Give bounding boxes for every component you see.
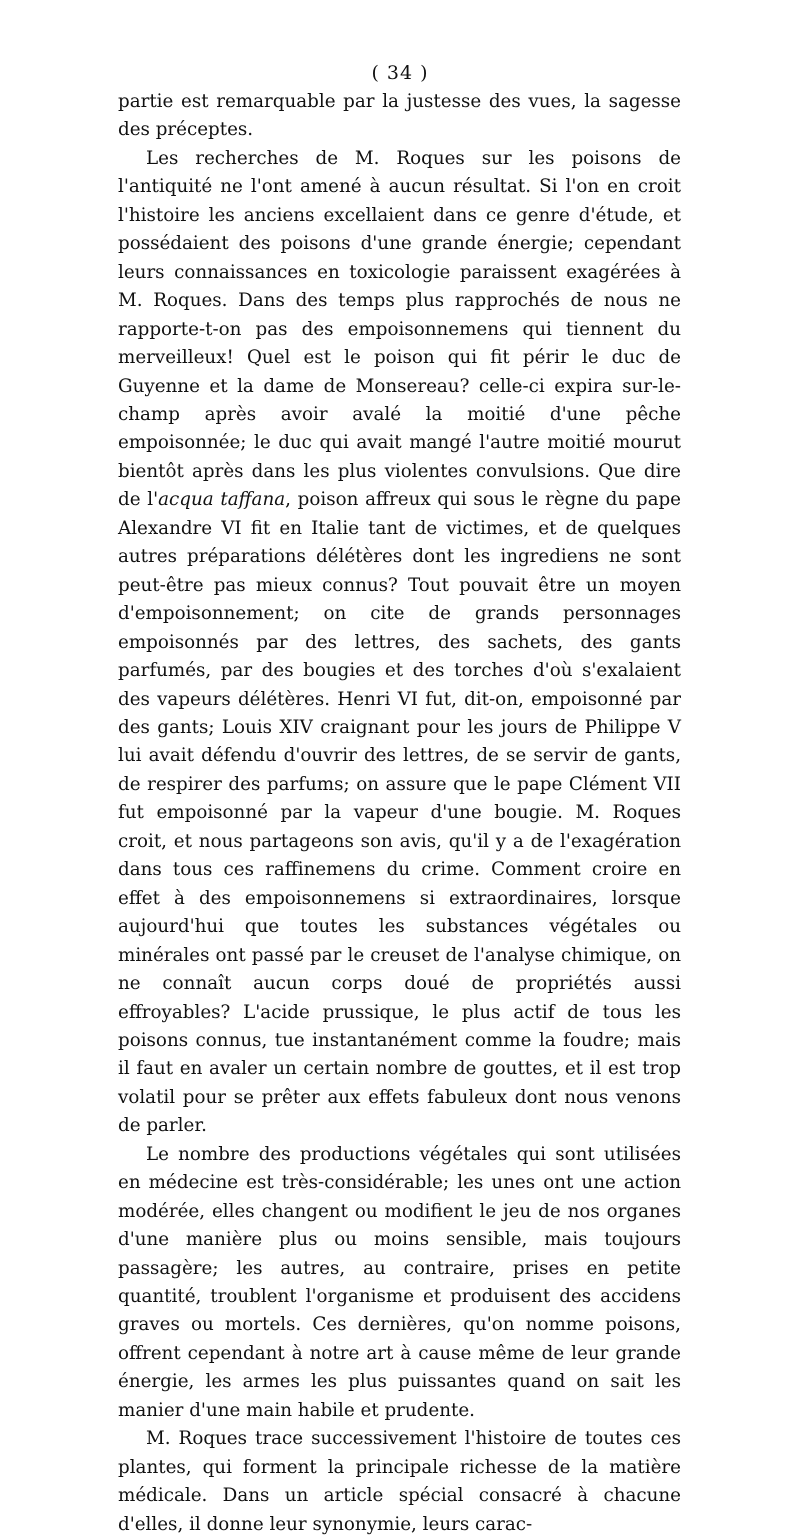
- paragraph-2-italic-term: acqua taffana: [158, 489, 286, 511]
- paragraph-4: [118, 1425, 681, 1539]
- paragraph-3: [118, 1141, 681, 1426]
- page-number: ( 34 ): [371, 62, 429, 84]
- body-text: [118, 88, 681, 1539]
- paragraph-4-text: M. Roques trace successivement l'histoire de toutes ces plantes, qui forment la principale richesse de la matière médicale. Dans un article spécial consacré à chacune d'elles, il donne leur synonymie, leurs carac-: [118, 1428, 681, 1535]
- paragraph-2-text-end: , poison affreux qui sous le règne du pape Alexandre VI fit en Italie tant de victimes, et de quelques autres préparations délétères dont les ingrediens ne sont peut-être pas mieux connus? Tout pouvait être un moyen d'empoisonnement; on cite de grands personnages empoisonnés par des lettres, des sachets, des gants parfumés, par des bougies et des torches d'où s'exalaient des vapeurs délétères. Henri VI fut, dit-on, empoisonné par des gants; Louis XIV craignant pour les jours de Philippe V lui avait défendu d'ouvrir des lettres, de se servir de gants, de respirer des parfums; on assure que le pape Clément VII fut empoisonné par la vapeur d'une bougie. M. Roques croit, et nous partageons son avis, qu'il y a de l'exagération dans tous ces raffinemens du crime. Comment croire en effet à des empoisonnemens si extraordinaires, lorsque aujourd'hui que toutes les substances végétales ou minérales ont passé par le creuset de l'analyse chimique, on ne connaît aucun corps doué de propriétés aussi effroyables? L'acide prussique, le plus actif de tous les poisons connus, tue instantanément comme la foudre; mais il faut en avaler un certain nombre de gouttes, et il est trop volatil pour se prêter aux effets fabuleux dont nous venons de parler.: [118, 489, 681, 1137]
- paragraph-2-text-start: Les recherches de M. Roques sur les poisons de l'antiquité ne l'ont amené à aucun résultat. Si l'on en croit l'histoire les anciens excellaient dans ce genre d'étude, et possédaient des poisons d'une grande énergie; cependant leurs connaissances en toxicologie paraissent exagérées à M. Roques. Dans des temps plus rapprochés de nous ne rapporte-t-on pas des empoisonnemens qui tiennent du merveilleux! Quel est le poison qui fit périr le duc de Guyenne et la dame de Monsereau? celle-ci expira sur-le-champ après avoir avalé la moitié d'une pêche empoisonnée; le duc qui avait mangé l'autre moitié mourut bientôt après dans les plus violentes convulsions. Que dire de l': [118, 147, 681, 511]
- paragraph-1: [118, 88, 681, 145]
- paragraph-2: [118, 145, 681, 1141]
- paragraph-1-text: partie est remarquable par la justesse des vues, la sagesse des préceptes.: [118, 91, 681, 141]
- paragraph-3-text: Le nombre des productions végétales qui sont utilisées en médecine est très-considérable; les unes ont une action modérée, elles changent ou modifient le jeu de nos organes d'une manière plus ou moins sensible, mais toujours passagère; les autres, au contraire, prises en petite quantité, troublent l'organisme et produisent des accidens graves ou mortels. Ces dernières, qu'on nomme poisons, offrent cependant à notre art à cause même de leur grande énergie, les armes les plus puissantes quand on sait les manier d'une main habile et prudente.: [118, 1143, 681, 1421]
